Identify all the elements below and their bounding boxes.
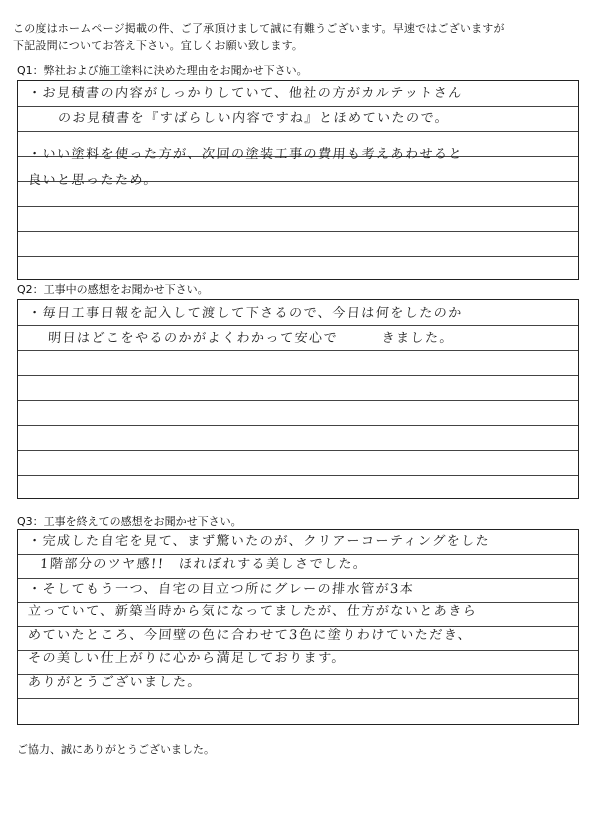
ruled-line [18,375,578,376]
ruled-line [18,350,578,351]
q3-handwritten-line-2: 1階部分のツヤ感!! ほれぼれする美しさでした。 [39,557,369,572]
q3-handwritten-line-6: その美しい仕上がりに心から満足しております。 [27,651,347,666]
q3-label: Q3：工事を終えての感想をお聞かせ下さい。 [17,515,242,528]
q3-handwritten-line-5: めていたところ、今回壁の色に合わせて3色に塗りわけていただき、 [27,628,473,643]
ruled-line [18,450,578,451]
q2-handwritten-line-2: 明日はどこをやるのかがよくわかって安心で きました。 [47,331,455,346]
ruled-line [18,231,578,232]
ruled-line [18,626,578,627]
q1-answer-box [17,80,579,280]
intro-line-1: この度はホームページ掲載の件、ご了承頂けまして誠に有難うございます。早速ではございますが [13,22,505,35]
q3-handwritten-line-7: ありがとうございました。 [27,675,203,690]
intro-text [13,20,578,54]
q2-handwritten-line-1: ・毎日工事日報を記入して渡して下さるので、今日は何をしたのか [27,306,464,321]
ruled-line [18,131,578,132]
ruled-line [18,578,578,579]
ruled-line [18,475,578,476]
q1-handwritten-line-4: 良いと思ったため。 [27,173,159,188]
ruled-line [18,256,578,257]
q3-handwritten-line-3: ・そしてもう一つ、自宅の目立つ所にグレーの排水管が3本 [27,582,415,597]
ruled-line [18,400,578,401]
q1-label: Q1：弊社および施工塗料に決めた理由をお聞かせ下さい。 [17,64,308,77]
ruled-line [18,698,578,699]
intro-line-2: 下記設問についてお答え下さい。宜しくお願い致します。 [13,39,304,52]
ruled-line [18,602,578,603]
q3-handwritten-line-4: 立っていて、新築当時から気になってましたが、仕方がないとあきら [27,604,478,619]
ruled-line [18,106,578,107]
ruled-line [18,554,578,555]
ruled-line [18,325,578,326]
q2-answer-box [17,299,579,499]
ruled-line [18,206,578,207]
q1-handwritten-line-2: のお見積書を『すばらしい内容ですね』とほめていたので。 [57,111,450,126]
q3-answer-box [17,529,579,725]
ruled-line [18,425,578,426]
q2-label: Q2：工事中の感想をお聞かせ下さい。 [17,283,209,296]
q3-handwritten-line-1: ・完成した自宅を見て、まず驚いたのが、クリアーコーティングをした [27,534,491,549]
q1-handwritten-line-3: ・いい塗料を使った方が、次回の塗装工事の費用も考えあわせると [27,147,464,162]
q1-handwritten-line-1: ・お見積書の内容がしっかりしていて、他社の方がカルテットさん [27,86,464,101]
closing-message: ご協力、誠にありがとうございました。 [17,743,215,756]
